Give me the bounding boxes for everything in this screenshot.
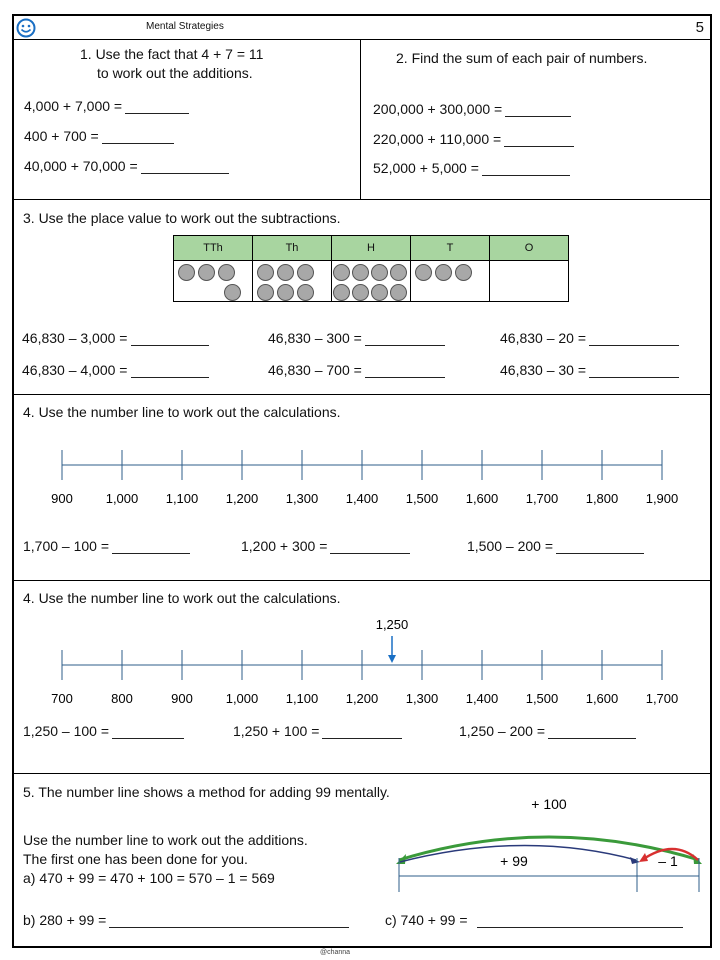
answer-blank[interactable] bbox=[477, 914, 683, 928]
pv-header-o: O bbox=[490, 236, 569, 261]
number-line-label: 1,300 bbox=[285, 491, 319, 506]
page-number: 5 bbox=[695, 19, 704, 36]
counter bbox=[435, 264, 452, 281]
q3-item-3: 46,830 – 20 = bbox=[500, 330, 679, 346]
q4b-item-2: 1,250 + 100 = bbox=[233, 723, 402, 739]
answer-blank[interactable] bbox=[365, 332, 445, 346]
marker-arrow-icon bbox=[388, 655, 396, 663]
number-line-label: 1,500 bbox=[525, 691, 559, 706]
counter bbox=[455, 264, 472, 281]
pv-header-h: H bbox=[332, 236, 411, 261]
number-line-label: 1,800 bbox=[585, 491, 619, 506]
divider bbox=[360, 40, 361, 199]
answer-blank[interactable] bbox=[109, 914, 349, 928]
number-line-label: 1,600 bbox=[585, 691, 619, 706]
counter bbox=[333, 284, 350, 301]
q3-item-5: 46,830 – 700 = bbox=[268, 362, 445, 378]
number-line-a bbox=[14, 445, 710, 525]
counter bbox=[371, 284, 388, 301]
q3-item-1: 46,830 – 3,000 = bbox=[22, 330, 209, 346]
q4b-item-3: 1,250 – 200 = bbox=[459, 723, 636, 739]
worksheet-page bbox=[12, 14, 712, 948]
answer-blank[interactable] bbox=[112, 540, 190, 554]
plus-99-label: + 99 bbox=[500, 853, 528, 869]
q1-item-1: 4,000 + 7,000 = bbox=[24, 98, 189, 114]
answer-blank[interactable] bbox=[548, 725, 636, 739]
answer-blank[interactable] bbox=[330, 540, 410, 554]
q5-item-b: b) 280 + 99 = bbox=[23, 912, 349, 928]
plus-100-label: + 100 bbox=[531, 796, 567, 812]
counter bbox=[224, 284, 241, 301]
pv-header-th: Th bbox=[253, 236, 332, 261]
number-line-label: 1,500 bbox=[405, 491, 439, 506]
counter bbox=[297, 264, 314, 281]
header bbox=[14, 16, 710, 40]
answer-blank[interactable] bbox=[112, 725, 184, 739]
arc-arrowhead-red bbox=[639, 853, 648, 862]
section-q5 bbox=[14, 774, 710, 946]
number-line-label: 700 bbox=[51, 691, 73, 706]
q4a-item-3: 1,500 – 200 = bbox=[467, 538, 644, 554]
add-99-diagram bbox=[384, 794, 704, 904]
counter bbox=[277, 284, 294, 301]
pv-cell-th bbox=[253, 261, 332, 302]
q2-item-2: 220,000 + 110,000 = bbox=[373, 131, 574, 147]
counter bbox=[297, 284, 314, 301]
q5-example: a) 470 + 99 = 470 + 100 = 570 – 1 = 569 bbox=[23, 870, 275, 886]
answer-blank[interactable] bbox=[125, 100, 189, 114]
counter bbox=[178, 264, 195, 281]
number-line-label: 1,700 bbox=[645, 691, 679, 706]
number-line-label: 1,300 bbox=[405, 691, 439, 706]
q4a-item-2: 1,200 + 300 = bbox=[241, 538, 410, 554]
arc-plus-100 bbox=[399, 837, 699, 860]
answer-blank[interactable] bbox=[504, 133, 574, 147]
q5-instruction-1: Use the number line to work out the additions. bbox=[23, 832, 308, 848]
q2-item-1: 200,000 + 300,000 = bbox=[373, 101, 571, 117]
number-line-label: 1,100 bbox=[285, 691, 319, 706]
q5-item-c: c) 740 + 99 = bbox=[385, 912, 683, 928]
counter bbox=[390, 284, 407, 301]
answer-blank[interactable] bbox=[482, 162, 570, 176]
number-line-label: 1,400 bbox=[465, 691, 499, 706]
section-q4b bbox=[14, 581, 710, 774]
counter bbox=[352, 284, 369, 301]
pv-header-tth: TTh bbox=[174, 236, 253, 261]
footer-credit: @channa bbox=[320, 949, 351, 956]
answer-blank[interactable] bbox=[131, 332, 209, 346]
pv-cell-tth bbox=[174, 261, 253, 302]
counter bbox=[257, 284, 274, 301]
number-line-label: 1,700 bbox=[525, 491, 559, 506]
number-line-label: 900 bbox=[171, 691, 193, 706]
q4b-prompt: 4. Use the number line to work out the calculations. bbox=[23, 590, 341, 606]
answer-blank[interactable] bbox=[141, 160, 229, 174]
smiley-logo-icon bbox=[16, 18, 36, 38]
q4a-prompt: 4. Use the number line to work out the calculations. bbox=[23, 404, 341, 420]
counter bbox=[415, 264, 432, 281]
q3-item-2: 46,830 – 300 = bbox=[268, 330, 445, 346]
section-q1-q2 bbox=[14, 40, 710, 200]
answer-blank[interactable] bbox=[556, 540, 644, 554]
q3-item-6: 46,830 – 30 = bbox=[500, 362, 679, 378]
q3-item-4: 46,830 – 4,000 = bbox=[22, 362, 209, 378]
q1-item-3: 40,000 + 70,000 = bbox=[24, 158, 229, 174]
page-title: Mental Strategies bbox=[146, 21, 224, 32]
number-line-label: 1,000 bbox=[105, 491, 139, 506]
q5-prompt: 5. The number line shows a method for adding 99 mentally. bbox=[23, 784, 390, 800]
answer-blank[interactable] bbox=[365, 364, 445, 378]
pv-cell-h bbox=[332, 261, 411, 302]
q5-instruction-2: The first one has been done for you. bbox=[23, 851, 248, 867]
counter bbox=[277, 264, 294, 281]
counter bbox=[390, 264, 407, 281]
marker-label: 1,250 bbox=[375, 617, 409, 632]
q3-prompt: 3. Use the place value to work out the subtractions. bbox=[23, 210, 341, 226]
number-line-b bbox=[14, 611, 710, 721]
q2-prompt: 2. Find the sum of each pair of numbers. bbox=[396, 50, 648, 66]
number-line-label: 800 bbox=[111, 691, 133, 706]
q1-prompt-line2: to work out the additions. bbox=[97, 65, 253, 81]
number-line-label: 1,100 bbox=[165, 491, 199, 506]
answer-blank[interactable] bbox=[322, 725, 402, 739]
answer-blank[interactable] bbox=[589, 364, 679, 378]
number-line-label: 1,400 bbox=[345, 491, 379, 506]
q4b-item-1: 1,250 – 100 = bbox=[23, 723, 184, 739]
q1-prompt-line1: 1. Use the fact that 4 + 7 = 11 bbox=[80, 46, 264, 62]
number-line-label: 1,200 bbox=[225, 491, 259, 506]
counter bbox=[333, 264, 350, 281]
counter bbox=[352, 264, 369, 281]
number-line-label: 1,000 bbox=[225, 691, 259, 706]
place-value-table bbox=[173, 235, 569, 302]
arc-arrowhead-navy bbox=[630, 857, 640, 864]
number-line-label: 1,600 bbox=[465, 491, 499, 506]
counter bbox=[218, 264, 235, 281]
section-q4a bbox=[14, 395, 710, 581]
pv-cell-t bbox=[411, 261, 490, 302]
counter bbox=[371, 264, 388, 281]
pv-cell-o bbox=[490, 261, 569, 302]
number-line-label: 900 bbox=[51, 491, 73, 506]
q2-item-3: 52,000 + 5,000 = bbox=[373, 160, 570, 176]
counter bbox=[198, 264, 215, 281]
answer-blank[interactable] bbox=[131, 364, 209, 378]
number-line-label: 1,900 bbox=[645, 491, 679, 506]
q4a-item-1: 1,700 – 100 = bbox=[23, 538, 190, 554]
number-line-label: 1,200 bbox=[345, 691, 379, 706]
answer-blank[interactable] bbox=[102, 130, 174, 144]
answer-blank[interactable] bbox=[505, 103, 571, 117]
q1-item-2: 400 + 700 = bbox=[24, 128, 174, 144]
section-q3 bbox=[14, 200, 710, 395]
answer-blank[interactable] bbox=[589, 332, 679, 346]
counter bbox=[257, 264, 274, 281]
pv-header-t: T bbox=[411, 236, 490, 261]
minus-1-label: – 1 bbox=[658, 853, 678, 869]
